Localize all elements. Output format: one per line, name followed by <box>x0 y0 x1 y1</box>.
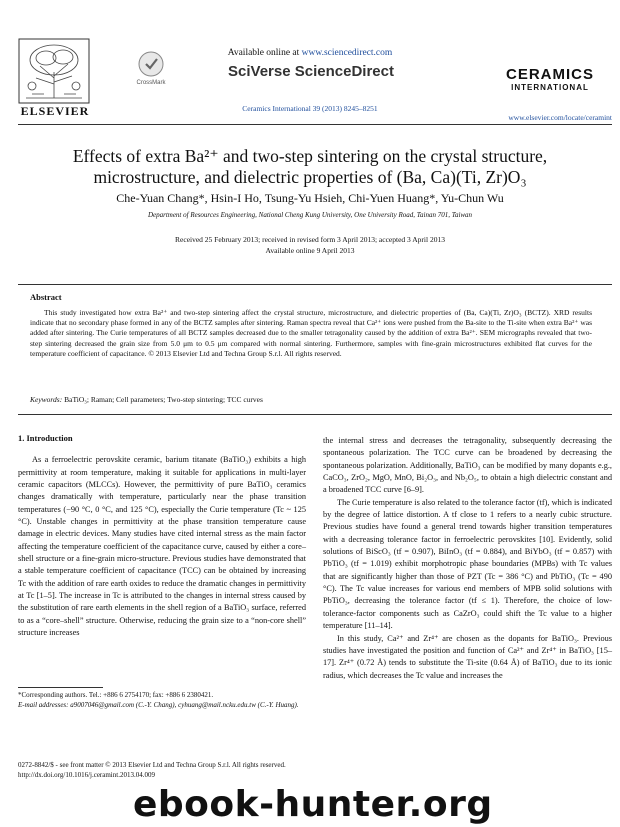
abstract-text: This study investigated how extra Ba²⁺ and two-step sintering affect the crystal structure, microstructure, and dielectric properties of (Ba, Ca)(Ti, Zr)O₃ (BCTZ). XRD results indicate that no secondary phase formed in any of the BCTZ samples after sintering. Raman spectra reveal that Ca²⁺ ions were pushed from the Ba-site to the Ti-site when extra Ba²⁺ was added after sintering. The Curie temperatures of all BCTZ samples decreased due to the smaller tetragonality caused by the addition of extra Ba²⁺. SEM micrographs revealed that two-step sintering decreased the grain size from 5.0 μm to 0.5 μm compared with normal sintering. Furthermore, samples with fine-grain microstructures exhibited flat curves for the temperature coefficient of capacitance. © 2013 Elsevier Ltd and Techna Group S.r.l. All rights reserved. <box>30 308 592 358</box>
journal-logo-line1: CERAMICS <box>505 66 594 83</box>
crossmark-icon[interactable] <box>137 50 165 78</box>
page-footer <box>18 760 318 780</box>
abstract-bottom-divider <box>18 414 612 415</box>
left-column <box>18 432 306 640</box>
journal-logo <box>492 66 608 92</box>
journal-logo-line2: INTERNATIONAL <box>511 83 589 92</box>
journal-url-link[interactable]: www.elsevier.com/locate/ceramint <box>508 113 612 122</box>
online-date: Available online 9 April 2013 <box>265 246 355 255</box>
abstract-top-divider <box>18 284 612 285</box>
abstract-heading: Abstract <box>30 292 62 302</box>
right-column <box>323 435 612 682</box>
corresponding-author-note: *Corresponding authors. Tel.: +886 6 2754170; fax: +886 6 2380421. <box>18 691 214 699</box>
title-line-2: microstructure, and dielectric properties of (Ba, Ca)(Ti, Zr)O₃ <box>93 167 527 187</box>
intro-paragraph-1: As a ferroelectric perovskite ceramic, barium titanate (BaTiO₃) exhibits a high permittivity at room temperature, making it suitable for applications in multi-layer ceramic capacitors (MLCCs). However, the permittivity of pure BaTiO₃ ceramics changes dramatically with temperature, particularly near the phase transition temperatures (−90 °C, 0 °C, and 125 °C), especially the Curie temperature (Tc ~ 125 °C). Unstable changes in permittivity at the phase transition temperature cause damage in electric devices. Many studies have cited internal stress as the main factor affecting the temperature coefficient of the capacitance curve, caused by either a core–shell structure or a fine-grain micro-structure. Previous studies have demonstrated that a stable temperature coefficient of capacitance (TCC) can be obtained by increasing Tc with the addition of rare earth oxides to reduce the dramatic changes in permittivity at Tc [1–5]. The increase in Tc is attributed to the changes in internal stress caused by the substitution of rare earth elements in the shell region of a BaTiO₃ surface, referred to as a “core–shell” structure. Otherwise, reducing the grain size to a “non-core shell” structure increases <box>18 455 306 638</box>
publisher-name: ELSEVIER <box>20 104 90 118</box>
header-divider <box>18 124 612 125</box>
intro-paragraph-3: The Curie temperature is also related to the tolerance factor (tf), which is indicated by the degree of lattice distortion. A tf close to 1 refers to a nearly cubic structure. Previous studies have found a general trend towards higher transition temperatures with a decreasing tolerance factor in ferroelectric perovskites [10]. Evidently, solid solutions of BiScO₃ (tf = 0.907), BiInO₃ (tf = 0.884), and BiYbO₃ (tf = 0.857) with PbTiO₃ (tf = 1.019) exhibit morphotropic phase boundaries (MPBs) with Tc values that are significantly higher than those of PZT (Tc = 386 °C) and PbTiO₃ (Tc = 490 °C). The Tc value increases for various end members of MPB solid solutions with PbTiO₃, decreasing the tolerance factor (tf ≤ 1). Therefore, the choice of low-tolerance-factor components such as CaZrO₃ could shift the Tc value to a higher temperature [11–14]. <box>323 497 612 631</box>
doi-link[interactable]: http://dx.doi.org/10.1016/j.ceramint.2013.04.009 <box>18 771 155 779</box>
available-prefix: Available online at <box>227 48 302 58</box>
elsevier-tree-logo <box>18 38 90 104</box>
intro-paragraph-2: the internal stress and decreases the tetragonality, subsequently decreasing the spontaneous polarization. The TCC curve can be broadened by decreasing the spontaneous polarization. Additionally, BaTiO₃ can be modified by many dopants e.g., CaCO₃, ZrO₂, MgO, MnO, Bi₂O₃, and Nb₂O₅, to obtain a high dielectric constant and a broadened TCC curve [6–9]. <box>323 436 612 495</box>
affiliation: Department of Resources Engineering, National Cheng Kung University, One University Road, Tainan 701, Taiwan <box>147 211 473 219</box>
article-title <box>30 146 590 188</box>
keywords-list: BaTiO₃; Raman; Cell parameters; Two-step sintering; TCC curves <box>62 395 263 404</box>
platform-name: SciVerse ScienceDirect <box>228 63 394 80</box>
sciencedirect-link[interactable]: www.sciencedirect.com <box>301 48 393 58</box>
keywords <box>30 395 590 404</box>
footnotes <box>18 690 306 710</box>
crossmark-label: CrossMark <box>136 80 166 86</box>
introduction-heading: 1. Introduction <box>18 433 73 443</box>
available-online-line <box>200 48 420 58</box>
email-addresses[interactable]: E-mail addresses: a9007046@gmail.com (C.-Y. Chang), cyhuang@mail.ncku.edu.tw (C.-Y. Huang). <box>18 701 299 709</box>
title-line-1: Effects of extra Ba²⁺ and two-step sintering on the crystal structure, <box>72 146 548 166</box>
journal-reference[interactable]: Ceramics International 39 (2013) 8245–8251 <box>242 104 378 113</box>
keywords-label: Keywords: <box>30 395 63 404</box>
intro-paragraph-4: In this study, Ca²⁺ and Zr⁴⁺ are chosen as the dopants for BaTiO₃. Previous studies have investigated the position and function of Ca²⁺ and Zr⁴⁺ in BaTiO₃ [15–17]. Zr⁴⁺ (0.72 Å) tends to substitute the Ti-site (0.64 Å) of BaTiO₃ due to its ionic radius, which decreases the Tc value and increases the <box>323 633 612 680</box>
watermark: ebook-hunter.org <box>133 784 493 825</box>
issn-line: 0272-8842/$ - see front matter © 2013 Elsevier Ltd and Techna Group S.r.l. All rights reserved. <box>18 761 286 769</box>
received-dates: Received 25 February 2013; received in revised form 3 April 2013; accepted 3 April 2013 <box>175 235 445 244</box>
author-list: Che-Yuan Chang*, Hsin-I Ho, Tsung-Yu Hsieh, Chi-Yuen Huang*, Yu-Chun Wu <box>116 191 504 205</box>
page-header <box>0 0 620 135</box>
footnote-divider <box>18 687 103 688</box>
